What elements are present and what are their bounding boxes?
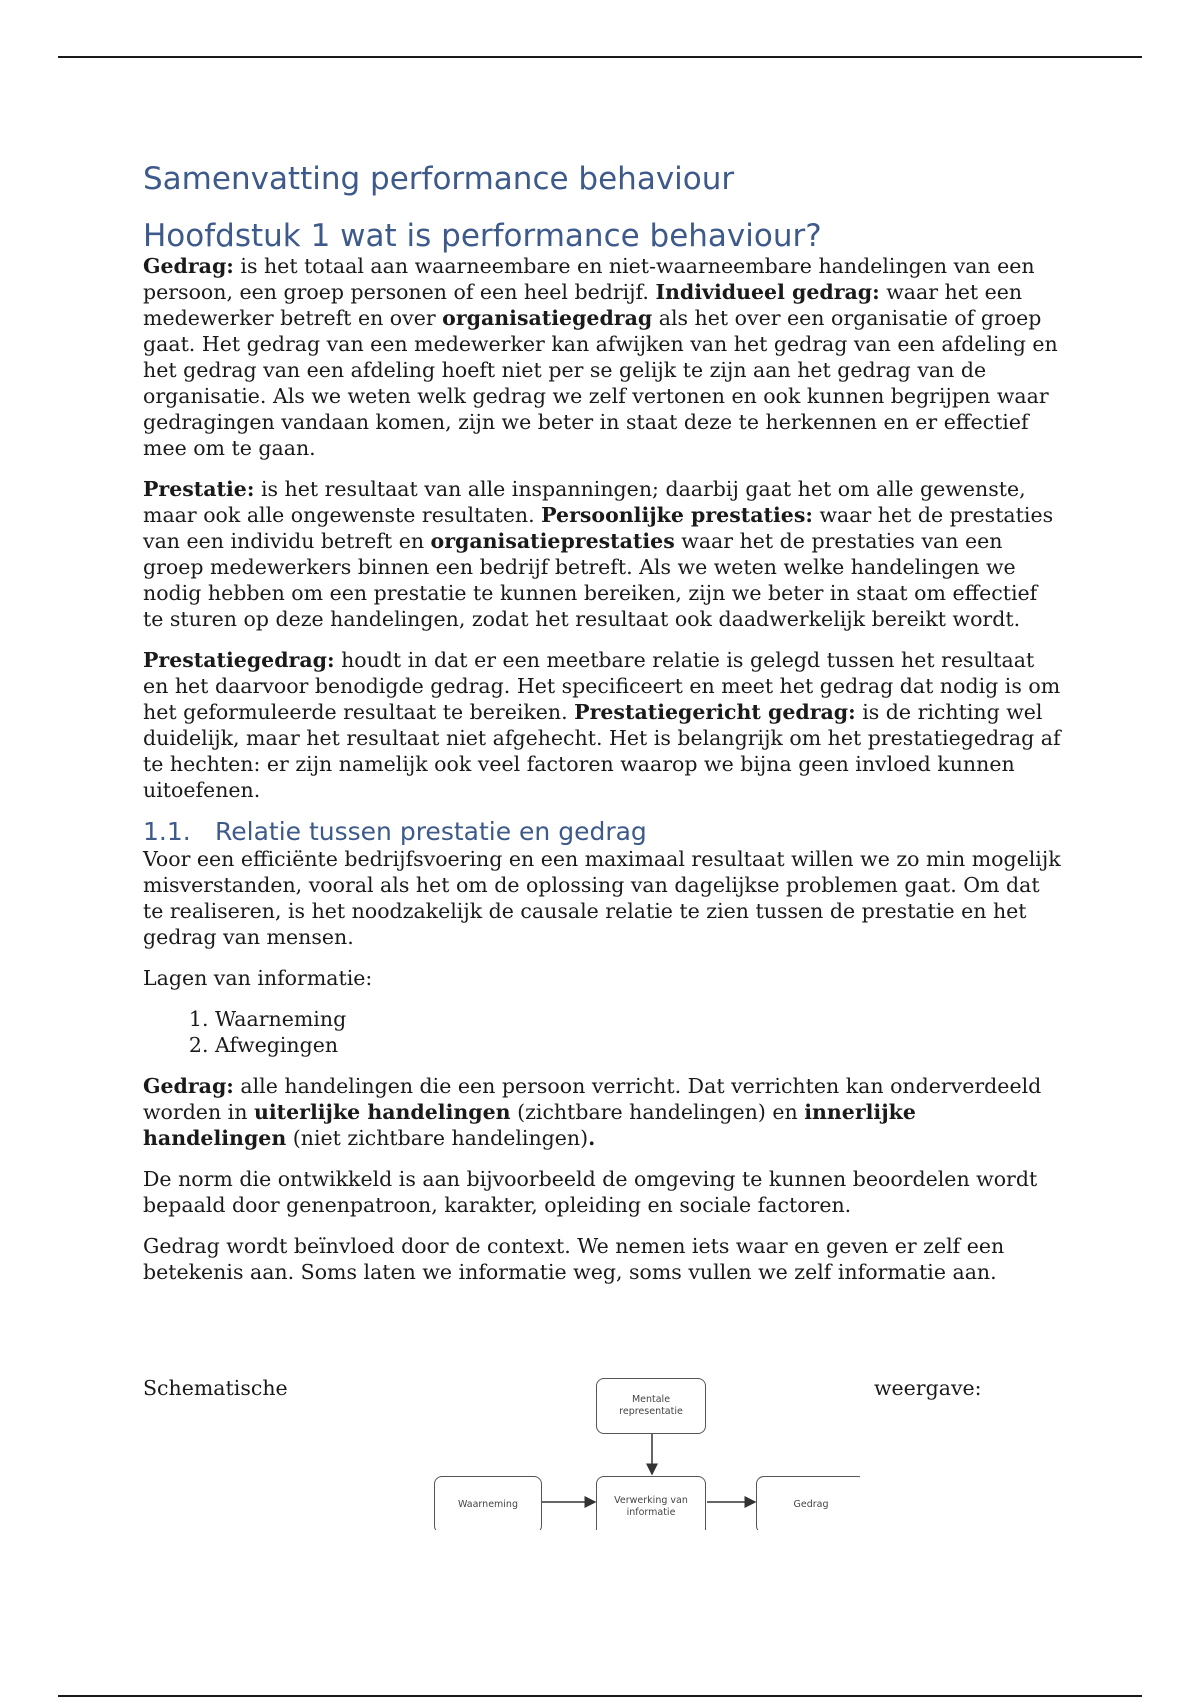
term-prestatiegericht-gedrag: Prestatiegericht gedrag: (574, 700, 856, 725)
footer-rule (58, 1695, 1142, 1697)
paragraph-norm: De norm die ontwikkeld is aan bijvoorbeeld de omgeving te kunnen beoordelen wordt bepaald door genenpatroon, karakter, opleiding en sociale factoren. (143, 1166, 1038, 1217)
term-organisatieprestaties: organisatieprestaties (430, 529, 675, 554)
term-gedrag: Gedrag: (143, 1073, 234, 1098)
paragraph-gedrag: Gedrag: is het totaal aan waarneembare en niet-waarneembare handelingen van een persoon, een groep personen of een heel bedrijf. Individueel gedrag: waar het een medewerker betreft en over organisatiegedrag als het over een organisatie of groep gaat. Het gedrag van een medewerker kan afwijken van het gedrag van een afdeling en het gedrag van een afdeling hoeft niet per se gelijk te zijn aan het gedrag van de organisatie. Als we weten welk gedrag we zelf vertonen en ook kunnen begrijpen waar gedragingen vandaan komen, zijn we beter in staat deze te herkennen en er effectief mee om te gaan. (143, 254, 1058, 461)
term-uiterlijke-handelingen: uiterlijke handelingen (253, 1099, 511, 1124)
list-item: 1. Waarneming (215, 1006, 1063, 1032)
term-organisatiegedrag: organisatiegedrag (442, 306, 653, 331)
section-heading (143, 818, 1063, 846)
section-number: 1.1. (143, 817, 191, 847)
term-prestatie: Prestatie: (143, 477, 255, 502)
box-waarneming: Waarneming (434, 1476, 542, 1530)
paragraph-prestatiegedrag: Prestatiegedrag: houdt in dat er een meetbare relatie is gelegd tussen het resultaat en het daarvoor benodigde gedrag. Het specificeert en meet het gedrag dat nodig is om het geformuleerde resultaat te bereiken. Prestatiegericht gedrag: is de richting wel duidelijk, maar het resultaat niet afgehecht. Het is belangrijk om het prestatiegedrag af te hechten: er zijn namelijk ook veel factoren waarop we bijna geen invloed kunnen uitoefenen. (143, 648, 1061, 803)
document-body (143, 160, 1063, 1300)
chapter-heading: Hoofdstuk 1 wat is performance behaviour? (143, 217, 822, 254)
section-title: Relatie tussen prestatie en gedrag (215, 817, 647, 847)
term-gedrag: Gedrag: (143, 254, 234, 279)
paragraph-gedrag-handelingen: Gedrag: alle handelingen die een persoon verricht. Dat verrichten kan onderverdeeld worden in uiterlijke handelingen (zichtbare handelingen) en innerlijke handelingen (niet zichtbare handelingen). (143, 1073, 1042, 1150)
term-innerlijke-handelingen: innerlijke handelingen (143, 1099, 916, 1150)
schema-diagram (430, 1370, 860, 1530)
term-persoonlijke-prestaties: Persoonlijke prestaties: (541, 503, 813, 528)
lagen-list (143, 1006, 1063, 1058)
box-verwerking: Verwerking van informatie (596, 1476, 706, 1530)
schema-label-left: Schematische (143, 1376, 288, 1400)
document-title: Samenvatting performance behaviour (143, 161, 735, 197)
box-gedrag: Gedrag (756, 1476, 860, 1530)
header-rule (58, 56, 1142, 58)
box-mentale-representatie: Mentale representatie (596, 1378, 706, 1434)
paragraph-relatie: Voor een efficiënte bedrijfsvoering en een maximaal resultaat willen we zo min mogelijk misverstanden, vooral als het om de oplossing van dagelijkse problemen gaat. Om dat te realiseren, is het noodzakelijk de causale relatie te zien tussen de prestatie en het gedrag van mensen. (143, 846, 1061, 949)
paragraph-prestatie: Prestatie: is het resultaat van alle inspanningen; daarbij gaat het om alle gewenste, maar ook alle ongewenste resultaten. Persoonlijke prestaties: waar het de prestaties van een individu betreft en organisatieprestaties waar het de prestaties van een groep medewerkers binnen een bedrijf betreft. Als we weten welke handelingen we nodig hebben om een prestatie te kunnen bereiken, zijn we beter in staat om effectief te sturen op deze handelingen, zodat het resultaat ook daadwerkelijk bereikt wordt. (143, 477, 1054, 632)
list-item: 2. Afwegingen (215, 1032, 1063, 1058)
term-prestatiegedrag: Prestatiegedrag: (143, 648, 335, 673)
term-individueel-gedrag: Individueel gedrag: (655, 280, 880, 305)
paragraph-lagen: Lagen van informatie: (143, 965, 373, 990)
paragraph-context: Gedrag wordt beïnvloed door de context. We nemen iets waar en geven er zelf een betekenis aan. Soms laten we informatie weg, soms vullen we zelf informatie aan. (143, 1233, 1005, 1284)
schema-label-right: weergave: (874, 1376, 982, 1400)
